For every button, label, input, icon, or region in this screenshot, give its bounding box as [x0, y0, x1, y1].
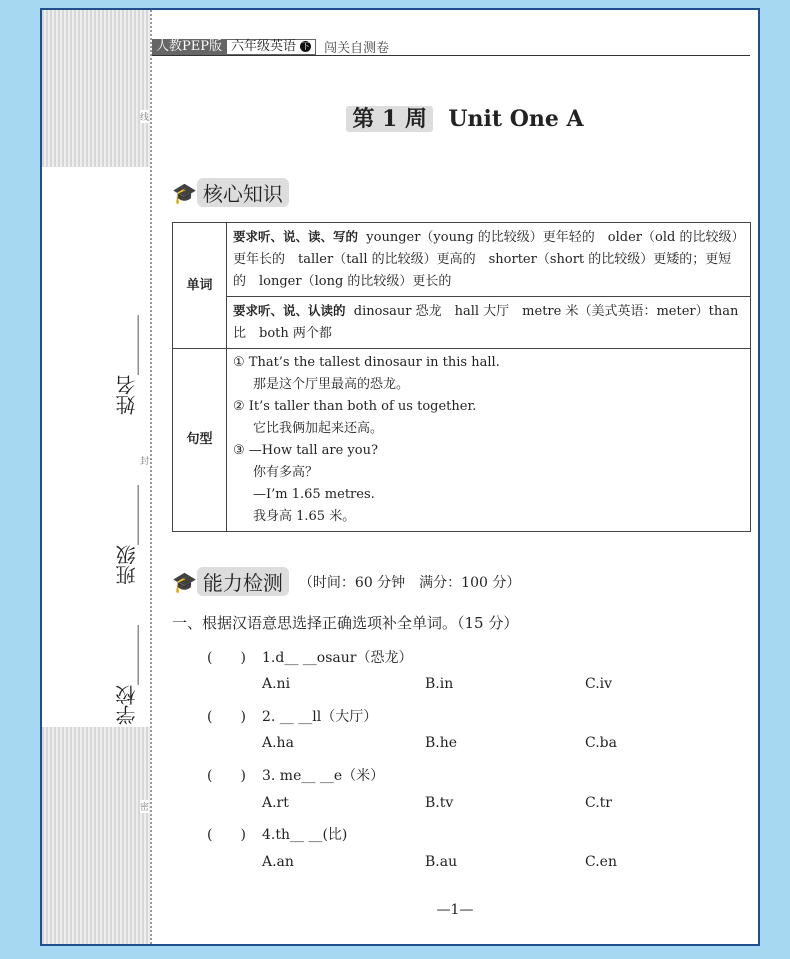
- vocab-row: [227, 297, 751, 349]
- cut-mark: 封: [140, 454, 149, 467]
- volume-badge: 下: [301, 41, 310, 51]
- option-a: A.rt: [262, 795, 289, 811]
- graduation-cap-books-icon: 🎓: [172, 180, 197, 205]
- translation: 它比我俩加起来还高。: [253, 421, 384, 436]
- time-score-note: （时间：60 分钟 满分：100 分）: [298, 574, 521, 591]
- binding-cut-line: [150, 10, 152, 944]
- week-label: 第 1 周: [346, 106, 433, 132]
- question-stem: 2. __ __ll（大厅）: [262, 709, 378, 725]
- section-ability-test: [172, 567, 520, 596]
- sentence: ① That’s the tallest dinosaur in this hall.: [233, 355, 500, 370]
- question-stem: 1.d__ __osaur（恐龙）: [262, 650, 413, 666]
- knowledge-table: [172, 222, 751, 532]
- option-a: A.ni: [262, 676, 291, 692]
- graduation-cap-books-icon: 🎓: [172, 569, 197, 594]
- sentence: ② It’s taller than both of us together.: [233, 399, 477, 414]
- translation: 那是这个厅里最高的恐龙。: [253, 377, 410, 392]
- option-a: A.ha: [262, 735, 294, 751]
- question-stem: 3. me__ __e（米）: [262, 768, 385, 784]
- vocab-header: 单词: [173, 223, 227, 349]
- answer-blank[interactable]: ( ): [207, 827, 246, 843]
- sentence: —I’m 1.65 metres.: [253, 487, 375, 502]
- series-label: 闯关自测卷: [324, 41, 390, 56]
- option-b: B.in: [425, 676, 454, 692]
- sentence-header: 句型: [173, 349, 227, 532]
- vocab-text: younger（young 的比较级）更年轻的 older（old 的比较级）更年长的 taller（tall 的比较级）更高的 shorter（short 的比较级）更矮的；更短的 longer（long 的比较级）更长的: [233, 230, 738, 289]
- option-c: C.tr: [585, 795, 612, 811]
- exam-page: [40, 8, 760, 946]
- vocab-row: [227, 223, 751, 297]
- requirement-label: 要求听、说、读、写的: [233, 229, 359, 244]
- option-b: B.tv: [425, 795, 454, 811]
- question-stem: 4.th__ __(比): [262, 827, 348, 843]
- option-c: C.iv: [585, 676, 613, 692]
- vocab-text: dinosaur 恐龙 hall 大厅 metre 米（美式英语：meter）than 比 both 两个都: [233, 304, 739, 341]
- answer-blank[interactable]: ( ): [207, 768, 246, 784]
- option-b: B.au: [425, 854, 458, 870]
- sentence: ③ —How tall are you?: [233, 443, 378, 458]
- option-c: C.ba: [585, 735, 617, 751]
- page-number: —1—: [436, 902, 474, 918]
- margin-stripe-top: [42, 10, 150, 167]
- answer-blank[interactable]: ( ): [207, 650, 246, 666]
- page-header: [152, 38, 750, 56]
- translation: 我身高 1.65 米。: [253, 509, 356, 524]
- unit-label: Unit One A: [448, 106, 584, 132]
- grade-text: 六年级英语: [230, 38, 296, 54]
- class-field[interactable]: 班级______: [115, 485, 139, 585]
- requirement-label: 要求听、说、认读的: [233, 303, 346, 318]
- cut-mark: 线: [140, 110, 149, 123]
- school-field[interactable]: 学校______: [115, 625, 139, 725]
- section-core-knowledge: [172, 178, 289, 207]
- translation: 你有多高？: [253, 465, 319, 480]
- grade-label: [226, 39, 316, 55]
- section-label: 核心知识: [197, 178, 289, 207]
- cut-mark: 密: [140, 800, 149, 813]
- part1-title: 一、根据汉语意思选择正确选项补全单词。（15 分）: [172, 614, 519, 632]
- name-field[interactable]: 姓名______: [115, 315, 139, 415]
- option-a: A.an: [262, 854, 294, 870]
- section-label: 能力检测: [197, 567, 289, 596]
- option-c: C.en: [585, 854, 617, 870]
- sentence-list: [227, 349, 751, 532]
- page-title: [42, 102, 758, 133]
- option-b: B.he: [425, 735, 458, 751]
- edition-label: 人教PEP版: [152, 39, 226, 55]
- answer-blank[interactable]: ( ): [207, 709, 246, 725]
